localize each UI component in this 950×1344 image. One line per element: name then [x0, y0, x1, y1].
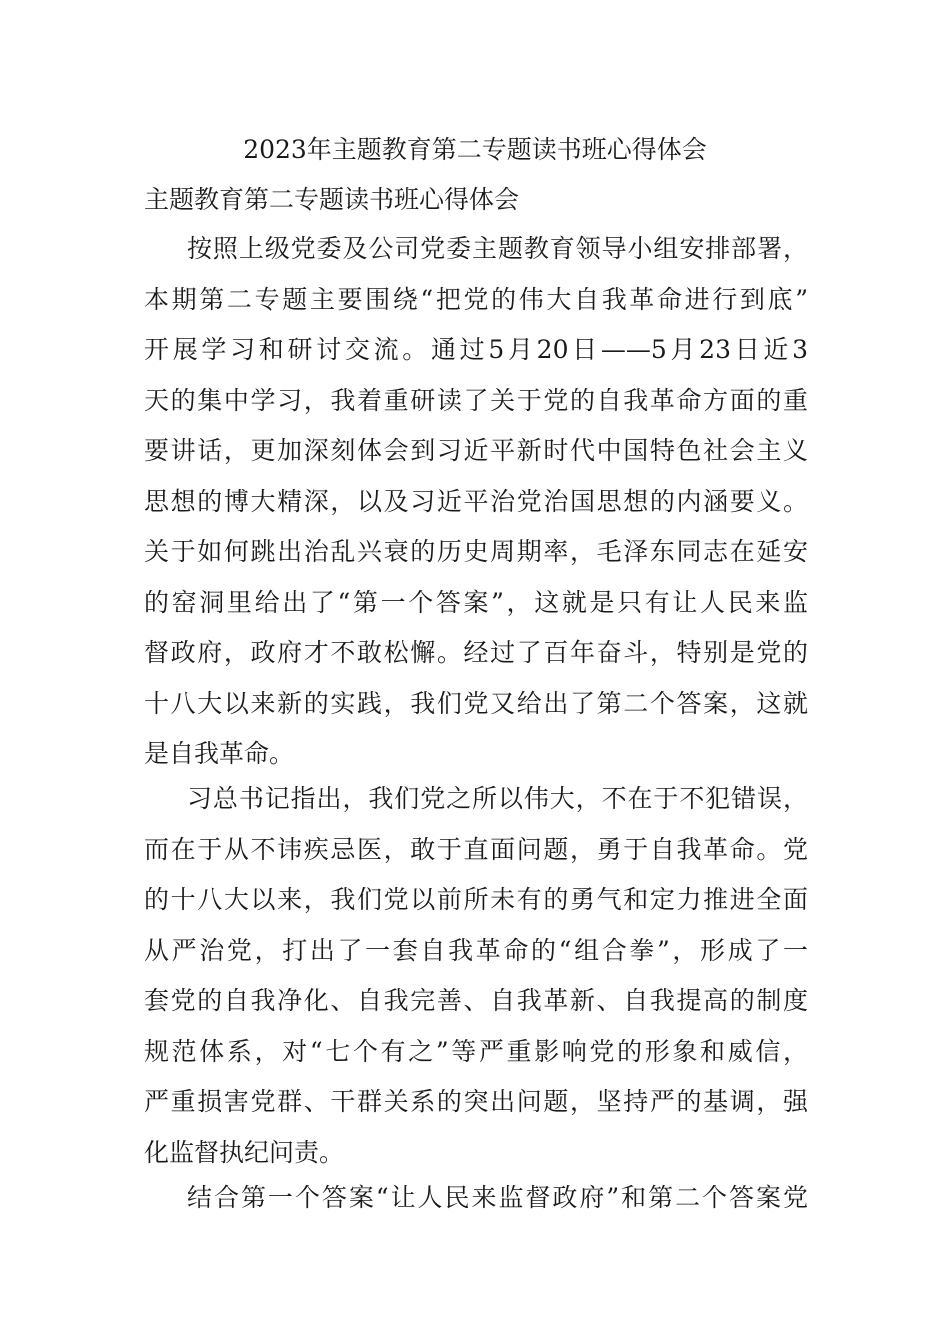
document-subtitle: 主题教育第二专题读书班心得体会: [144, 185, 520, 214]
paragraph-3: [144, 1173, 808, 1224]
paragraph-2: [144, 774, 808, 1178]
paragraph-line: 结合第一个答案“让人民来监督政府”和第二个答案党: [187, 1183, 808, 1212]
paragraph-line: 本期第二专题主要围绕“把党的伟大自我革命进行到底”: [144, 284, 808, 314]
paragraph-line: 从严治党，打出了一套自我革命的“组合拳”，形成了一: [144, 935, 808, 965]
paragraph-line: 关于如何跳出治乱兴衰的历史周期率，毛泽东同志在延安: [144, 537, 808, 566]
paragraph-line: 的十八大以来，我们党以前所未有的勇气和定力推进全面: [144, 885, 808, 914]
paragraph-line: 化监督执纪问责。: [144, 1137, 345, 1167]
paragraph-line: 是自我革命。: [144, 739, 295, 768]
paragraph-line: 十八大以来新的实践，我们党又给出了第二个答案，这就: [144, 688, 808, 718]
document-title: 2023年主题教育第二专题读书班心得体会: [243, 135, 707, 164]
paragraph-line: 要讲话，更加深刻体会到习近平新时代中国特色社会主义: [144, 436, 808, 465]
paragraph-line: 思想的博大精深，以及习近平治党治国思想的内涵要义。: [144, 486, 808, 516]
paragraph-line: 督政府，政府才不敢松懈。经过了百年奋斗，特别是党的: [144, 638, 808, 667]
paragraph-line: 套党的自我净化、自我完善、自我革新、自我提高的制度: [144, 986, 808, 1015]
paragraph-line: 习总书记指出，我们党之所以伟大，不在于不犯错误，: [187, 784, 808, 813]
paragraph-line: 严重损害党群、干群关系的突出问题，坚持严的基调，强: [144, 1087, 808, 1116]
paragraph-line: 按照上级党委及公司党委主题教育领导小组安排部署，: [187, 234, 808, 263]
paragraph-line: 开展学习和研讨交流。通过5月20日——5月23日近3: [144, 335, 808, 364]
paragraph-line: 而在于从不讳疾忌医，敢于直面问题，勇于自我革命。党: [144, 834, 808, 864]
paragraph-line: 规范体系，对“七个有之”等严重影响党的形象和威信，: [144, 1036, 808, 1066]
paragraph-1: [144, 224, 808, 780]
paragraph-line: 天的集中学习，我着重研读了关于党的自我革命方面的重: [144, 385, 808, 415]
paragraph-line: 的窑洞里给出了“第一个答案”，这就是只有让人民来监: [144, 587, 808, 617]
